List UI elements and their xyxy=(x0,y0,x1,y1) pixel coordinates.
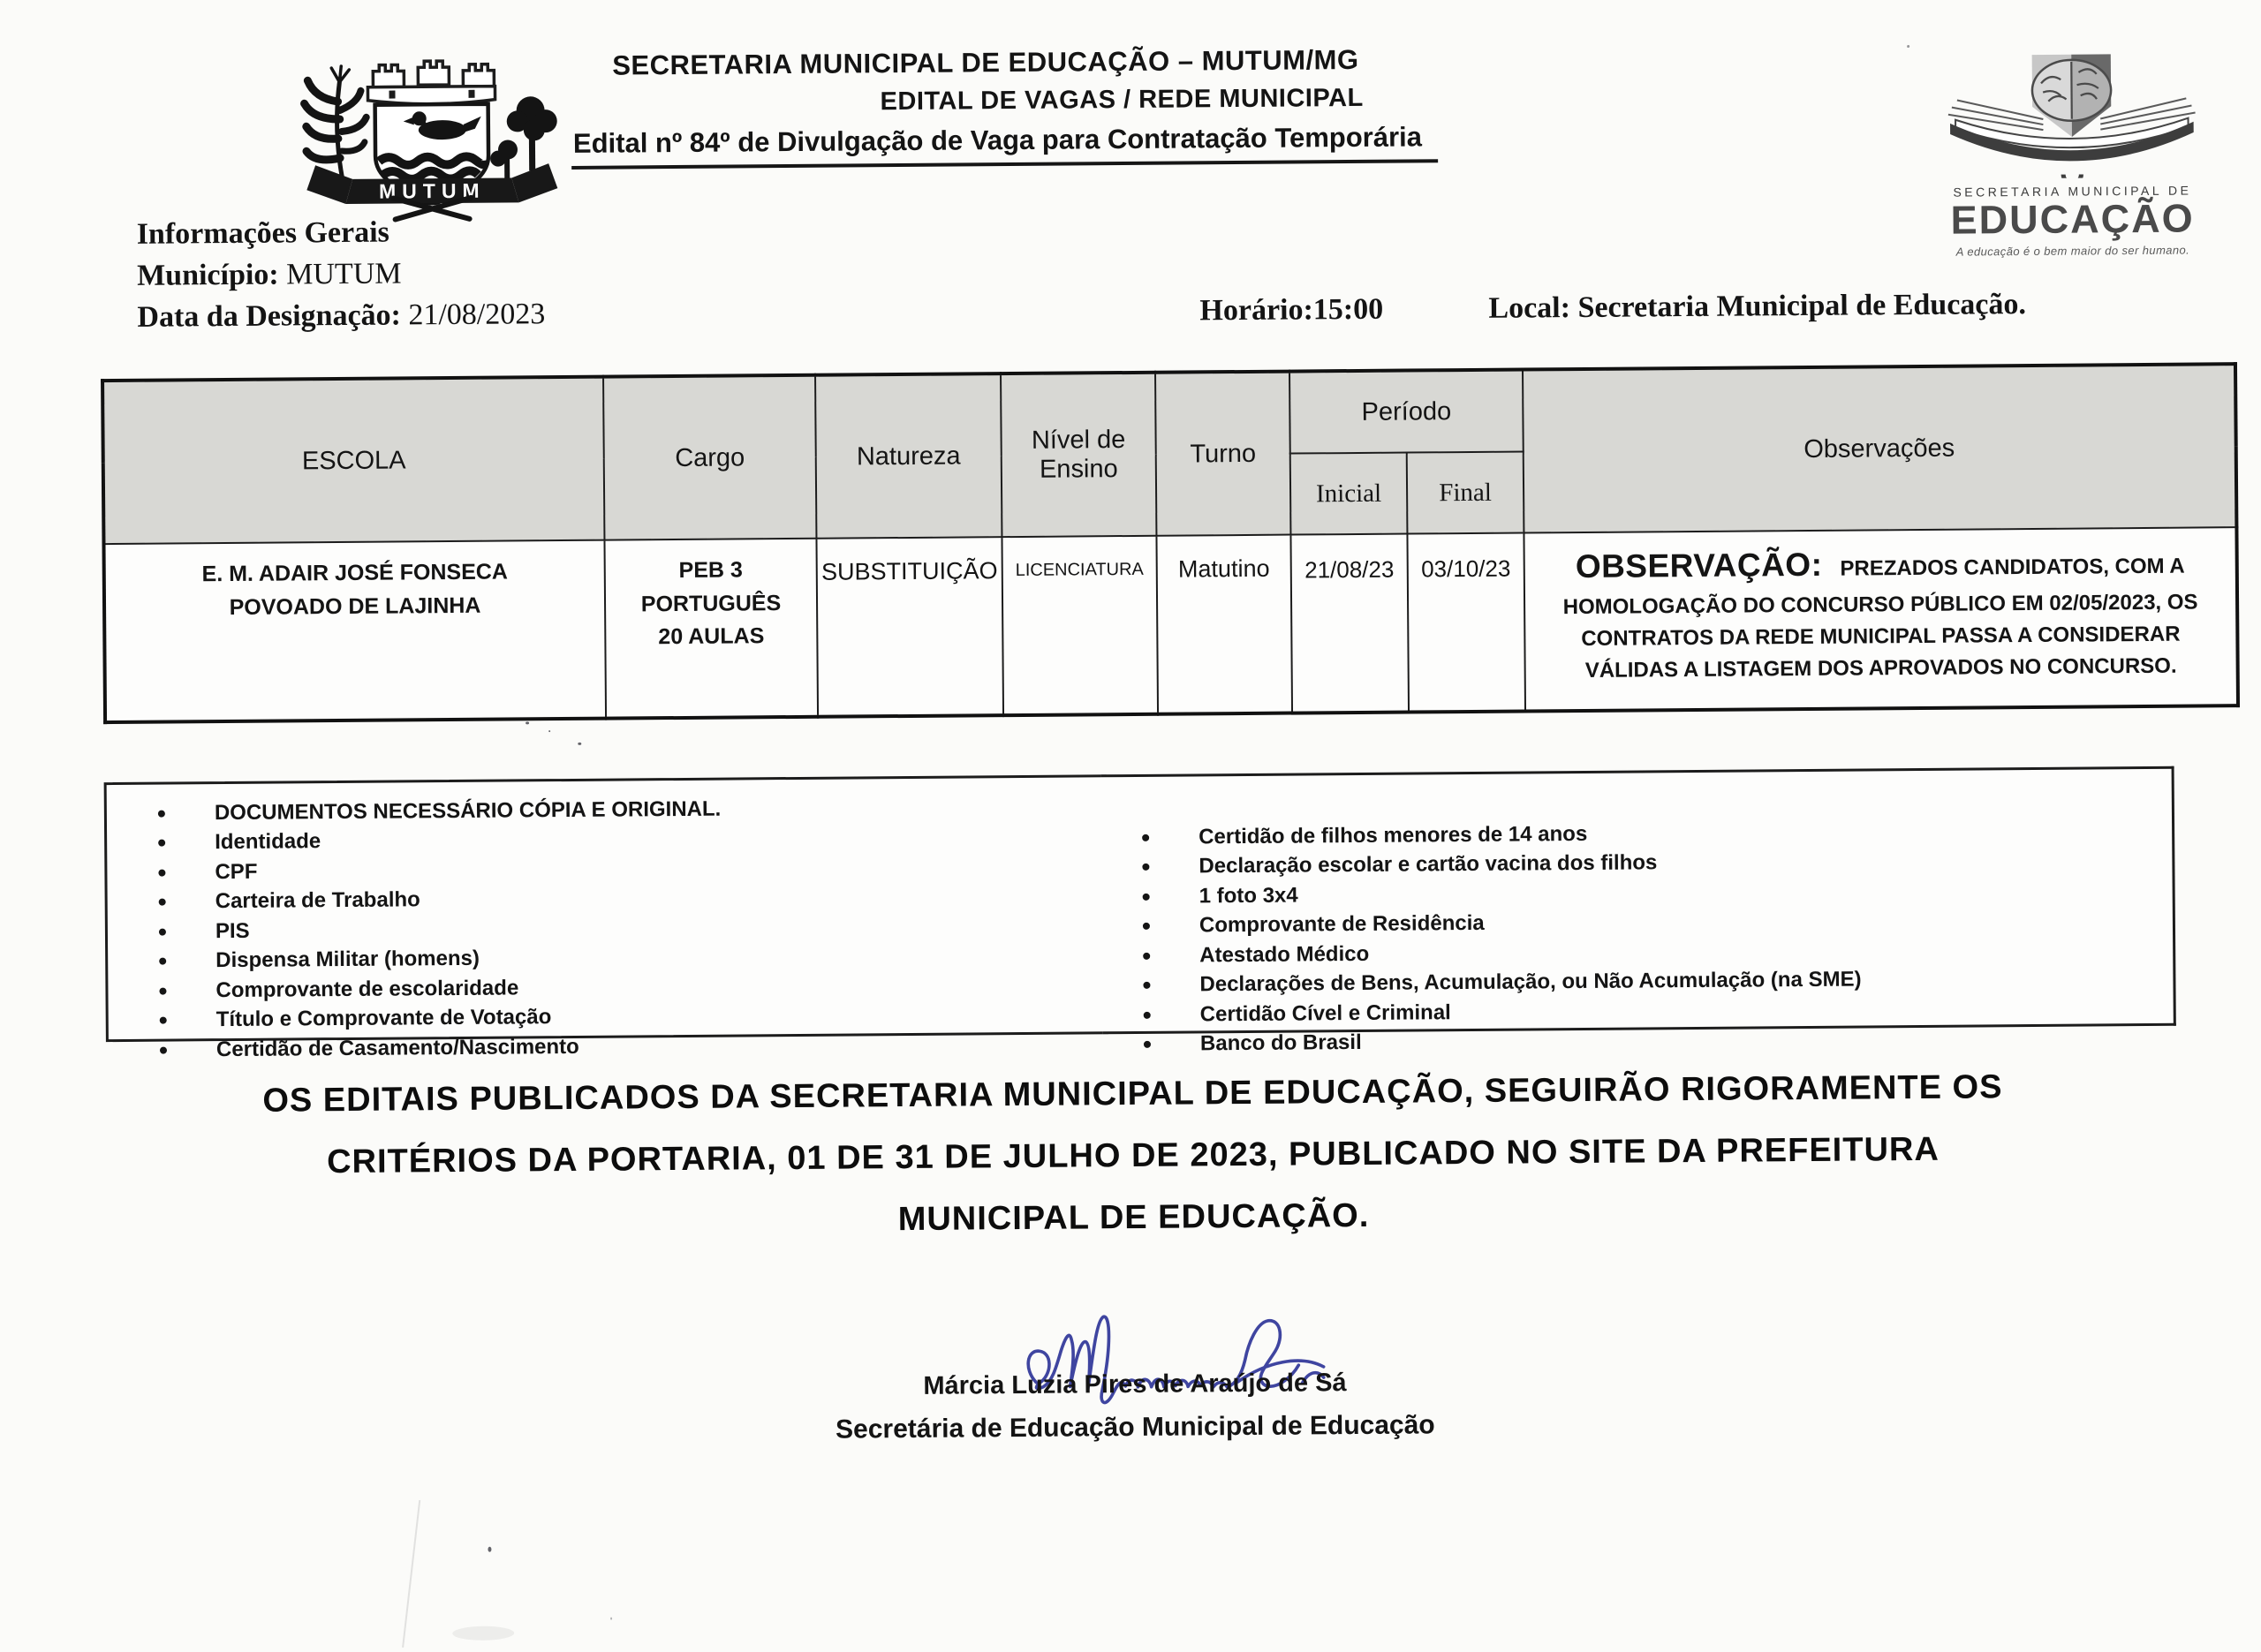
corn-stalk xyxy=(304,66,367,187)
designacao-label: Data da Designação: xyxy=(137,298,402,334)
col-header-final: Final xyxy=(1407,451,1524,533)
designacao-line xyxy=(137,298,545,335)
editais-statement xyxy=(2,1054,2261,1257)
brain-book-logo-icon xyxy=(1933,42,2210,178)
bullet-icon xyxy=(158,840,165,847)
scan-smudge xyxy=(452,1626,514,1641)
doc-text: Declaração escolar e cartão vacina dos filhos xyxy=(1199,850,1658,879)
doc-text: 1 foto 3x4 xyxy=(1199,883,1298,909)
cell-observacoes xyxy=(1524,527,2238,711)
mutum-coat-of-arms xyxy=(290,29,574,224)
col-header-periodo: Período xyxy=(1289,369,1524,453)
doc-text: Identidade xyxy=(215,829,321,855)
doc-text: Certidão Cível e Criminal xyxy=(1199,999,1451,1027)
doc-text: Declarações de Bens, Acumulação, ou Não Acumulação (na SME) xyxy=(1199,967,1862,997)
bullet-icon xyxy=(1143,923,1150,930)
education-secretary-logo xyxy=(1933,42,2211,258)
escola-line2: POVOADO DE LAJINHA xyxy=(229,592,481,620)
document-title-line2: EDITAL DE VAGAS / REDE MUNICIPAL xyxy=(880,83,1364,117)
col-header-natureza: Natureza xyxy=(815,373,1002,539)
documents-list-right xyxy=(1101,769,2174,1060)
document-title-line1: SECRETARIA MUNICIPAL DE EDUCAÇÃO – MUTUM/MG xyxy=(612,43,1359,81)
bullet-icon xyxy=(1143,953,1150,960)
statement-line2: CRITÉRIOS DA PORTARIA, 01 DE 31 DE JULHO DE 2023, PUBLICADO NO SITE DA PREFEITURA xyxy=(326,1130,1940,1181)
vacancy-table xyxy=(101,362,2240,724)
doc-text: DOCUMENTOS NECESSÁRIO CÓPIA E ORIGINAL. xyxy=(214,796,722,825)
cell-turno: Matutino xyxy=(1156,535,1292,714)
bullet-icon xyxy=(1144,1041,1151,1048)
bullet-icon xyxy=(159,899,166,906)
observacao-label: OBSERVAÇÃO: xyxy=(1575,546,1823,585)
bullet-icon xyxy=(158,810,165,817)
bullet-icon xyxy=(159,987,166,994)
bullet-icon xyxy=(1144,1012,1151,1019)
table-row xyxy=(103,527,2238,722)
signer-name: Márcia Luzia Pires de Araújo de Sá xyxy=(923,1369,1347,1400)
scan-speck xyxy=(526,721,529,724)
logo-text-line1: SECRETARIA MUNICIPAL DE xyxy=(1953,183,2192,200)
col-header-escola: ESCOLA xyxy=(102,377,604,544)
col-header-nivel-ensino: Nível de Ensino xyxy=(1001,373,1156,537)
list-item xyxy=(160,1028,1106,1065)
doc-text: PIS xyxy=(215,918,250,943)
crown-door xyxy=(389,91,395,99)
horario: Horário:15:00 xyxy=(1199,292,1384,328)
statement-line3: MUNICIPAL DE EDUCAÇÃO. xyxy=(897,1196,1370,1239)
documents-list-left xyxy=(107,777,1106,1065)
general-info-title: Informações Gerais xyxy=(136,215,389,251)
bullet-icon xyxy=(1142,834,1149,841)
signature-ink xyxy=(1017,1294,1340,1419)
municipio-label: Município: xyxy=(136,258,279,292)
doc-text: Certidão de Casamento/Nascimento xyxy=(216,1034,579,1061)
cell-escola xyxy=(103,540,606,722)
crown-door xyxy=(468,90,474,98)
bullet-icon xyxy=(158,869,165,876)
municipio-line xyxy=(137,257,402,292)
local: Local: Secretaria Municipal de Educação. xyxy=(1488,288,2027,325)
col-header-observacoes: Observações xyxy=(1523,364,2236,532)
doc-text: Título e Comprovante de Votação xyxy=(216,1005,552,1032)
scan-speck xyxy=(610,1618,612,1620)
doc-text: Dispensa Militar (homens) xyxy=(216,947,480,973)
bullet-icon xyxy=(160,1017,167,1024)
scan-speck xyxy=(578,743,581,745)
documents-box-right xyxy=(1101,766,2176,1056)
col-header-turno: Turno xyxy=(1155,372,1290,536)
scan-speck xyxy=(488,1547,491,1552)
municipio-value: MUTUM xyxy=(286,257,402,291)
documents-box-left xyxy=(104,774,1108,1061)
logo-text-line2: EDUCAÇÃO xyxy=(1950,195,2195,243)
doc-text: Banco do Brasil xyxy=(1199,1030,1362,1056)
cell-natureza: SUBSTITUIÇÃO xyxy=(816,537,1003,717)
doc-text: CPF xyxy=(215,859,258,884)
cell-periodo-inicial: 21/08/23 xyxy=(1290,534,1409,713)
logo-tagline: A educação é o bem maior do ser humano. xyxy=(1955,243,2190,259)
doc-text: Certidão de filhos menores de 14 anos xyxy=(1199,821,1588,849)
doc-text: Comprovante de escolaridade xyxy=(216,976,519,1002)
cell-nivel-ensino: LICENCIATURA xyxy=(1002,536,1158,715)
cell-periodo-final: 03/10/23 xyxy=(1407,532,1525,712)
doc-text: Carteira de Trabalho xyxy=(215,887,420,914)
cargo-line2: 20 AULAS xyxy=(658,623,765,650)
document-title-line3: Edital nº 84º de Divulgação de Vaga para Contratação Temporária xyxy=(571,121,1438,170)
col-header-cargo: Cargo xyxy=(603,375,816,540)
statement-line1: OS EDITAIS PUBLICADOS DA SECRETARIA MUNICIPAL DE EDUCAÇÃO, SEGUIRÃO RIGORAMENTE OS xyxy=(262,1068,2003,1120)
bullet-icon xyxy=(1142,864,1149,871)
cell-cargo xyxy=(604,539,818,719)
cargo-line1: PEB 3 PORTUGUÊS xyxy=(640,557,782,616)
observacao-text: PREZADOS CANDIDATOS, COM A HOMOLOGAÇÃO DO CONCURSO PÚBLICO EM 02/05/2023, OS CONTRATOS DA REDE MUNICIPAL PASSA A CONSIDERAR VÁLIDAS A LISTAGEM DOS APROVADOS NO CONCURSO. xyxy=(1562,554,2198,683)
escola-line1: E. M. ADAIR JOSÉ FONSECA xyxy=(201,559,509,587)
doc-text: Atestado Médico xyxy=(1199,941,1370,968)
bullet-icon xyxy=(1143,894,1150,901)
signer-role: Secretária de Educação Municipal de Educação xyxy=(835,1410,1435,1445)
doc-text: Comprovante de Residência xyxy=(1199,911,1485,938)
scan-crease xyxy=(402,1500,420,1648)
bullet-icon xyxy=(159,958,166,965)
ribbon-text: MUTUM xyxy=(378,178,486,203)
scan-speck xyxy=(548,730,550,732)
scan-speck xyxy=(1907,45,1909,48)
bullet-icon xyxy=(160,1046,167,1053)
col-header-inicial: Inicial xyxy=(1290,453,1408,535)
designacao-value: 21/08/2023 xyxy=(408,298,546,332)
bullet-icon xyxy=(1143,982,1150,989)
bullet-icon xyxy=(159,928,166,935)
